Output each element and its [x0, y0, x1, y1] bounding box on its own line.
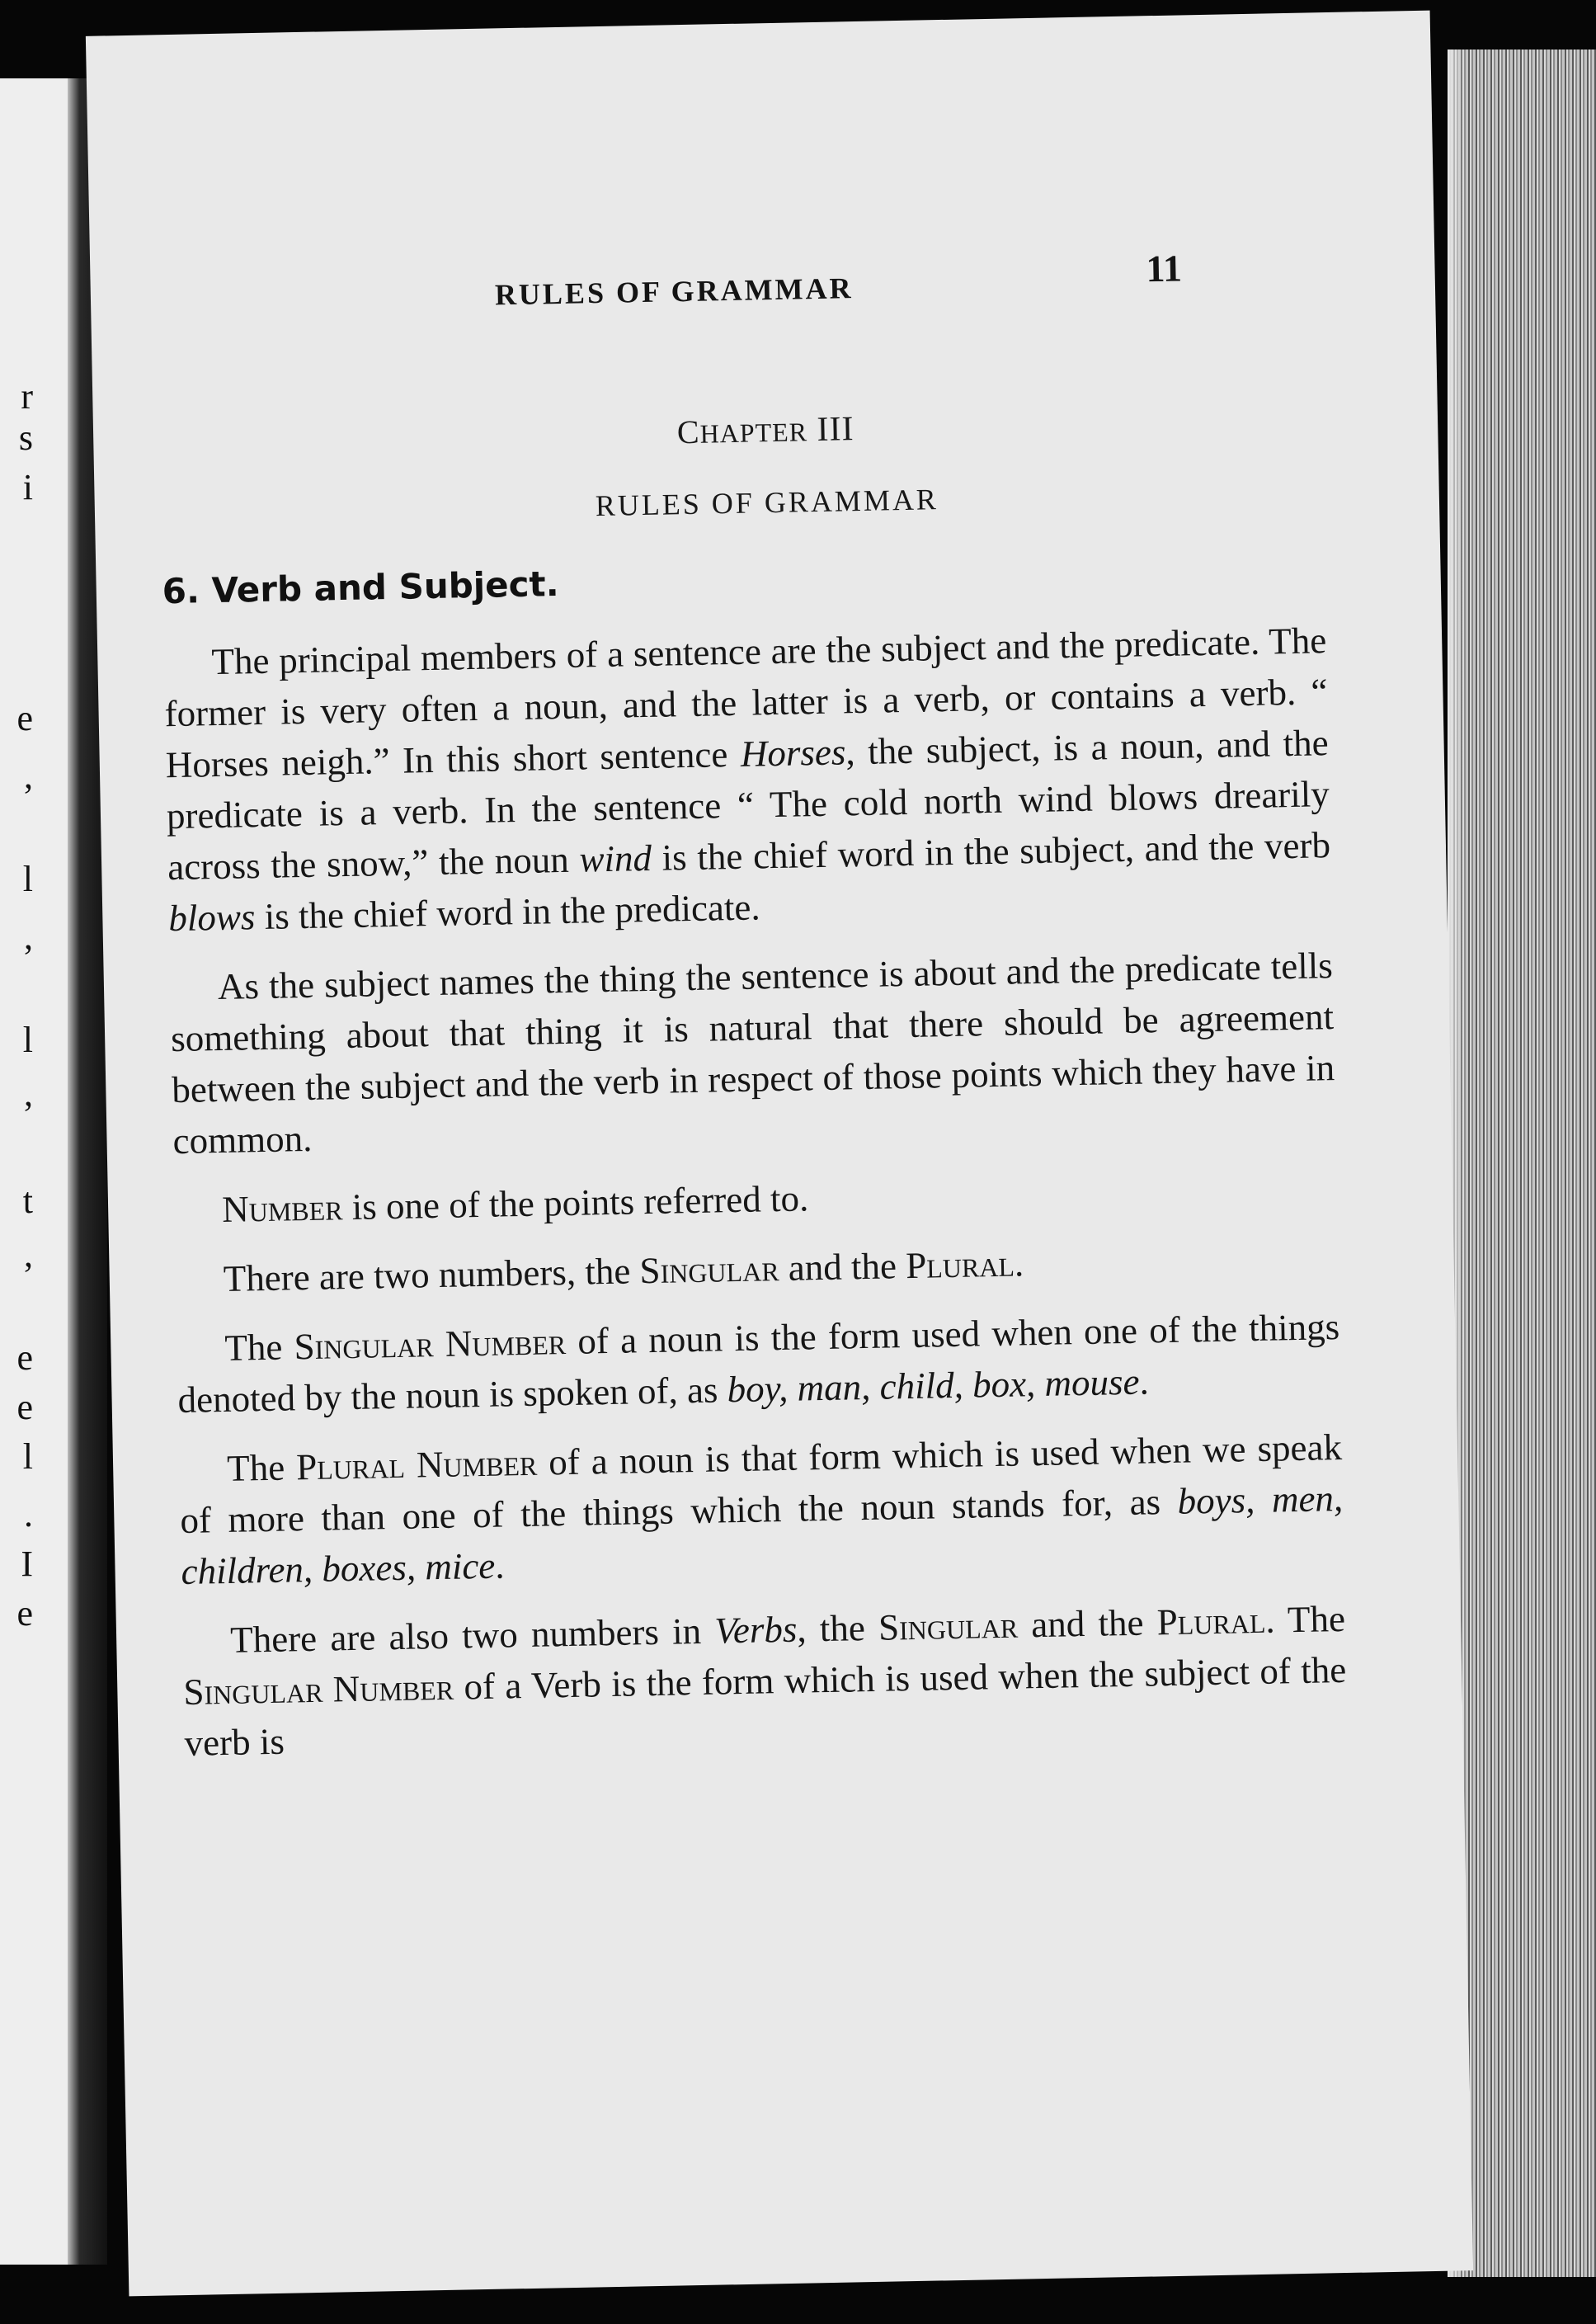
left-page-fragment: e: [16, 698, 33, 738]
small-caps-term: Singular: [878, 1604, 1019, 1648]
text-run: There are also two numbers in: [229, 1610, 715, 1661]
text-run: As the subject names the thing the sentence is about and the predicate tells something about that thing it is natural that there should be agreement between the subject and the verb in respect of those points which they have in common.: [170, 945, 1335, 1162]
italic-term: boys, men, children, boxes, mice: [181, 1477, 1344, 1593]
text-run: The: [226, 1446, 297, 1489]
left-page-fragment: r: [21, 376, 33, 417]
small-caps-term: Singular Number: [182, 1666, 454, 1713]
left-page-fragment: ,: [24, 1073, 33, 1114]
paragraph-plural-noun: [179, 1421, 1344, 1597]
small-caps-term: Plural: [905, 1242, 1015, 1287]
text-run: . The: [1264, 1597, 1346, 1641]
italic-term: Horses: [740, 731, 846, 775]
left-page-fragment: e: [16, 1593, 33, 1633]
chapter-title: RULES OF GRAMMAR: [595, 483, 939, 523]
text-run: The: [224, 1326, 295, 1369]
small-caps-term: Plural Number: [295, 1441, 538, 1488]
left-page-fragment: I: [21, 1544, 33, 1584]
small-caps-term: Singular: [639, 1247, 779, 1292]
page-number: 11: [1146, 247, 1183, 290]
text-run: , the: [796, 1606, 879, 1650]
paragraph-number: [174, 1162, 1338, 1236]
paragraph-two-numbers: [175, 1232, 1339, 1305]
paragraph-verb-numbers: [182, 1593, 1348, 1769]
text-run: of a Verb is the form which is used when the subject of the verb is: [184, 1648, 1347, 1764]
text-run: There are two numbers, the: [223, 1250, 640, 1299]
text-run: .: [1014, 1242, 1024, 1285]
running-head: RULES OF GRAMMAR: [494, 271, 854, 312]
left-page-fragment: i: [22, 467, 33, 507]
text-run: is the chief word in the subject, and the verb: [651, 824, 1331, 879]
text-run: of a noun is that form which is used when we speak of more than one of the things which the noun stands for, as: [179, 1426, 1343, 1542]
left-page-fragment: t: [22, 1181, 33, 1221]
body-text: [163, 615, 1349, 1787]
text-run: .: [494, 1544, 505, 1586]
italic-term: blows: [167, 896, 256, 940]
small-caps-term: Plural: [1156, 1599, 1266, 1643]
left-page-sliver: [0, 78, 76, 2265]
left-page-fragment: .: [24, 1494, 33, 1534]
left-page-fragment: l: [22, 1020, 33, 1060]
paragraph-verb-subject: [163, 615, 1332, 944]
left-page-fragment: e: [16, 1337, 33, 1378]
text-run: The principal members of a sentence are the subject and the predicate. The former is very often a noun, and the latter is a verb, or contains a verb. “ Horses neigh.” In this short sentence: [164, 620, 1328, 786]
chapter-numeral: III: [817, 410, 854, 449]
left-page-fragment: l: [22, 859, 33, 899]
paragraph-singular-noun: [177, 1301, 1341, 1426]
italic-term: wind: [578, 837, 652, 880]
italic-term: boy, man, child, box, mouse: [727, 1360, 1140, 1411]
text-run: is the chief word in the predicate.: [254, 886, 761, 938]
left-page-fragment: ,: [24, 1234, 33, 1275]
book-page: [86, 11, 1473, 2297]
chapter-label-initial: C: [676, 412, 700, 451]
chapter-label-rest: HAPTER: [699, 417, 808, 449]
chapter-label: [93, 398, 1438, 464]
left-page-fragment: l: [22, 1436, 33, 1477]
section-heading: 6. Verb and Subject.: [162, 563, 560, 612]
left-page-fragment: s: [18, 417, 33, 458]
small-caps-term: Number: [221, 1186, 343, 1230]
text-run: .: [1138, 1360, 1150, 1402]
text-run: and the: [779, 1245, 906, 1289]
paragraph-agreement: [169, 940, 1336, 1167]
small-caps-term: Singular Number: [294, 1321, 567, 1368]
left-page-fragment: ,: [24, 756, 33, 796]
text-run: of a noun is the form used when one of the things denoted by the noun is spoken of, as: [177, 1306, 1340, 1421]
left-page-fragment: ,: [24, 917, 33, 957]
left-page-fragment: e: [16, 1387, 33, 1427]
italic-term: Verbs: [713, 1608, 798, 1652]
text-run: , the subject, is a noun, and the predicate is a verb. In the sentence “ The cold north wind blows drearily across the snow,” the noun: [166, 722, 1330, 889]
page-block-edge: [1448, 49, 1596, 2277]
text-run: and the: [1017, 1601, 1158, 1646]
text-run: is one of the points referred to.: [341, 1177, 809, 1228]
